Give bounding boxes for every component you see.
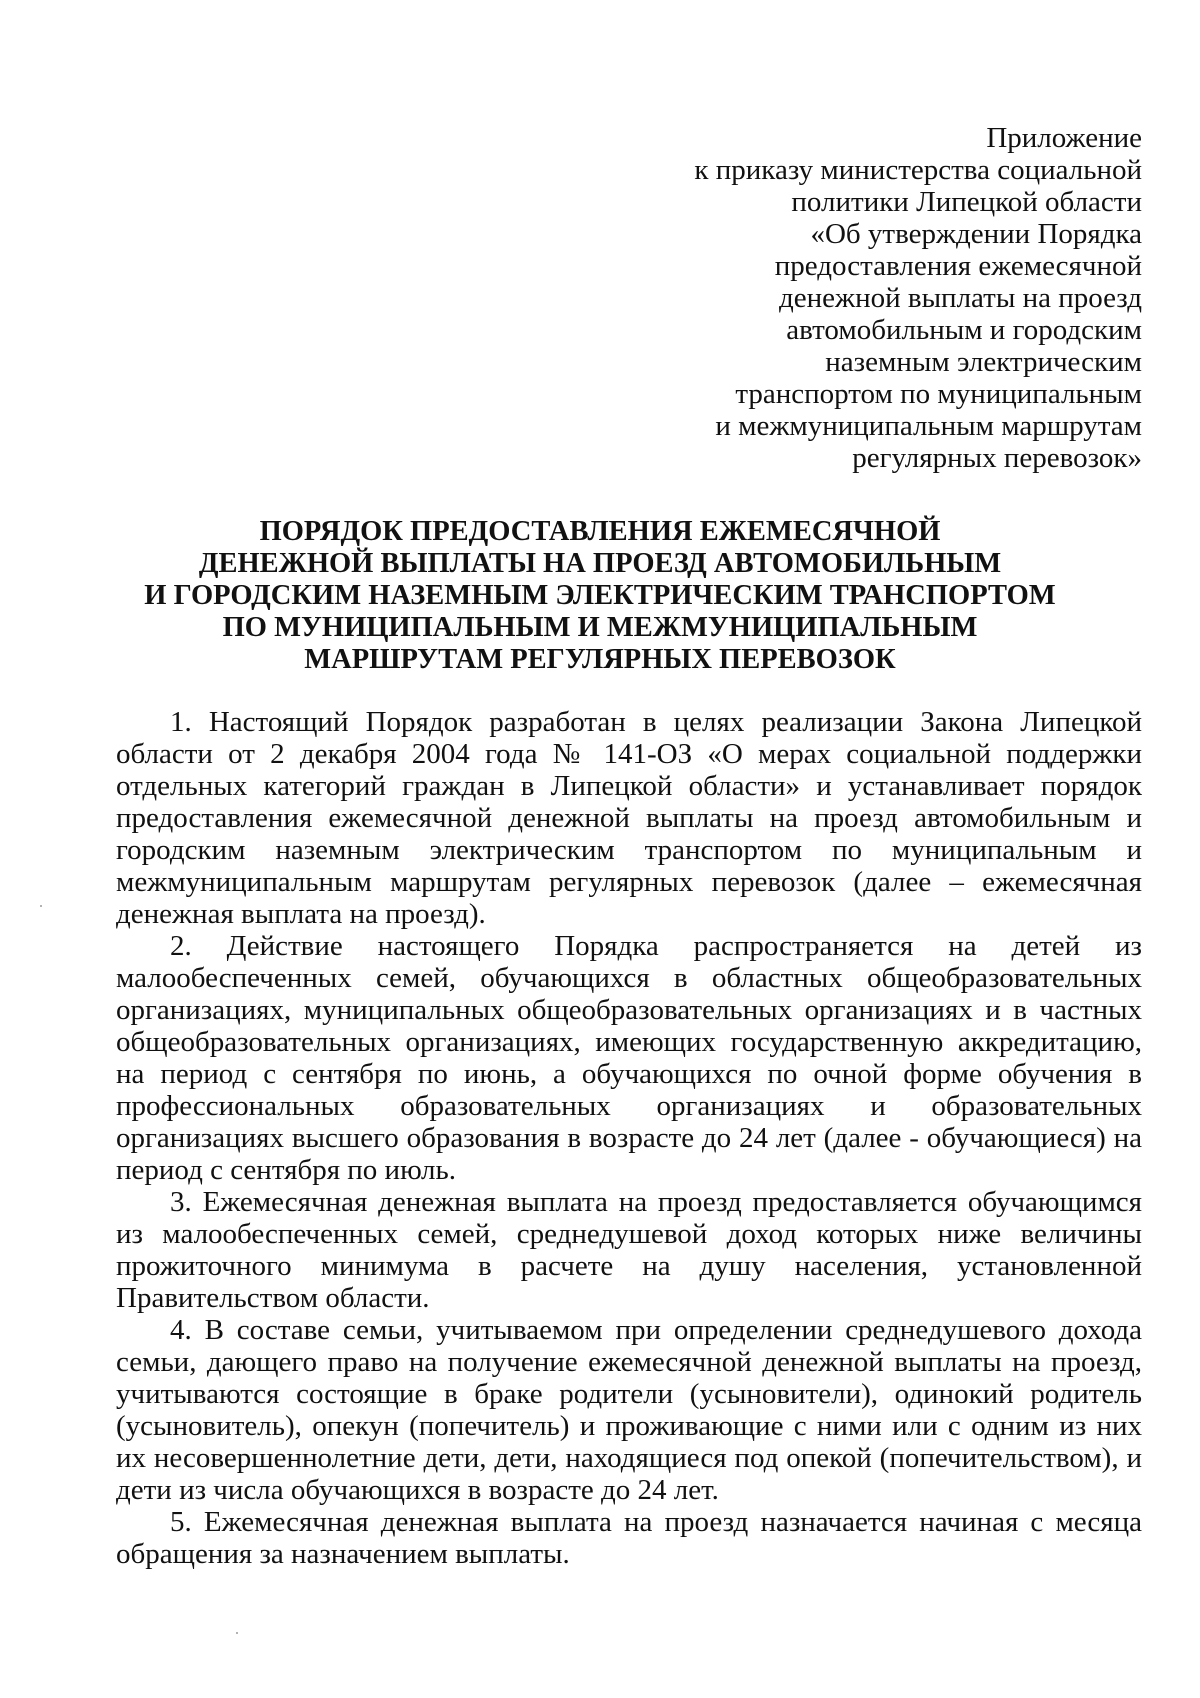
appendix-line: денежной выплаты на проезд bbox=[779, 282, 1142, 314]
paragraph-4: 4. В составе семьи, учитываемом при определении среднедушевого дохода семьи, дающего право на получение ежемесячной денежной выплаты на проезд, учитываются состоящие в браке родители (усыновители), одинокий родитель (усыновитель), опекун (попечитель) и проживающие с ними или с одним из них их несовершеннолетние дети, дети, находящиеся под опекой (попечительством), и дети из числа обучающихся в возрасте до 24 лет. bbox=[116, 1314, 1142, 1506]
title-line: ДЕНЕЖНОЙ ВЫПЛАТЫ НА ПРОЕЗД АВТОМОБИЛЬНЫМ bbox=[198, 548, 1002, 579]
title-line: ПО МУНИЦИПАЛЬНЫМ И МЕЖМУНИЦИПАЛЬНЫМ bbox=[222, 612, 978, 643]
title-line: ПОРЯДОК ПРЕДОСТАВЛЕНИЯ ЕЖЕМЕСЯЧНОЙ bbox=[259, 516, 941, 547]
document-body bbox=[116, 706, 1142, 1570]
appendix-line: и межмуниципальным маршрутам bbox=[715, 410, 1142, 442]
appendix-line: наземным электрическим bbox=[825, 346, 1142, 378]
appendix-line: к приказу министерства социальной bbox=[694, 154, 1142, 186]
paragraph-3: 3. Ежемесячная денежная выплата на проезд предоставляется обучающимся из малообеспеченных семей, среднедушевой доход которых ниже величины прожиточного минимума в расчете на душу населения, установленной Правительством области. bbox=[116, 1186, 1142, 1314]
appendix-line: регулярных перевозок» bbox=[852, 442, 1142, 474]
paragraph-1: 1. Настоящий Порядок разработан в целях реализации Закона Липецкой области от 2 декабря 2004 года № 141-ОЗ «О мерах социальной поддержки отдельных категорий граждан в Липецкой области» и устанавливает порядок предоставления ежемесячной денежной выплаты на проезд автомобильным и городским наземным электрическим транспортом по муниципальным и межмуниципальным маршрутам регулярных перевозок (далее – ежемесячная денежная выплата на проезд). bbox=[116, 706, 1142, 930]
document-title bbox=[58, 516, 1142, 676]
appendix-line: предоставления ежемесячной bbox=[774, 250, 1142, 282]
appendix-block bbox=[582, 122, 1142, 474]
title-line: МАРШРУТАМ РЕГУЛЯРНЫХ ПЕРЕВОЗОК bbox=[304, 644, 896, 675]
scan-speck bbox=[236, 1632, 238, 1634]
title-line: И ГОРОДСКИМ НАЗЕМНЫМ ЭЛЕКТРИЧЕСКИМ ТРАНСПОРТОМ bbox=[144, 580, 1056, 611]
appendix-line: Приложение bbox=[986, 122, 1142, 154]
appendix-line: политики Липецкой области bbox=[791, 186, 1142, 218]
scan-speck bbox=[40, 905, 42, 907]
paragraph-5: 5. Ежемесячная денежная выплата на проезд назначается начиная с месяца обращения за назначением выплаты. bbox=[116, 1506, 1142, 1570]
appendix-line: транспортом по муниципальным bbox=[735, 378, 1142, 410]
appendix-line: автомобильным и городским bbox=[786, 314, 1142, 346]
paragraph-2: 2. Действие настоящего Порядка распространяется на детей из малообеспеченных семей, обучающихся в областных общеобразовательных организациях, муниципальных общеобразовательных организациях и в частных общеобразовательных организациях, имеющих государственную аккредитацию, на период с сентября по июнь, а обучающихся по очной форме обучения в профессиональных образовательных организациях и образовательных организациях высшего образования в возрасте до 24 лет (далее - обучающиеся) на период с сентября по июль. bbox=[116, 930, 1142, 1186]
appendix-line: «Об утверждении Порядка bbox=[810, 218, 1142, 250]
